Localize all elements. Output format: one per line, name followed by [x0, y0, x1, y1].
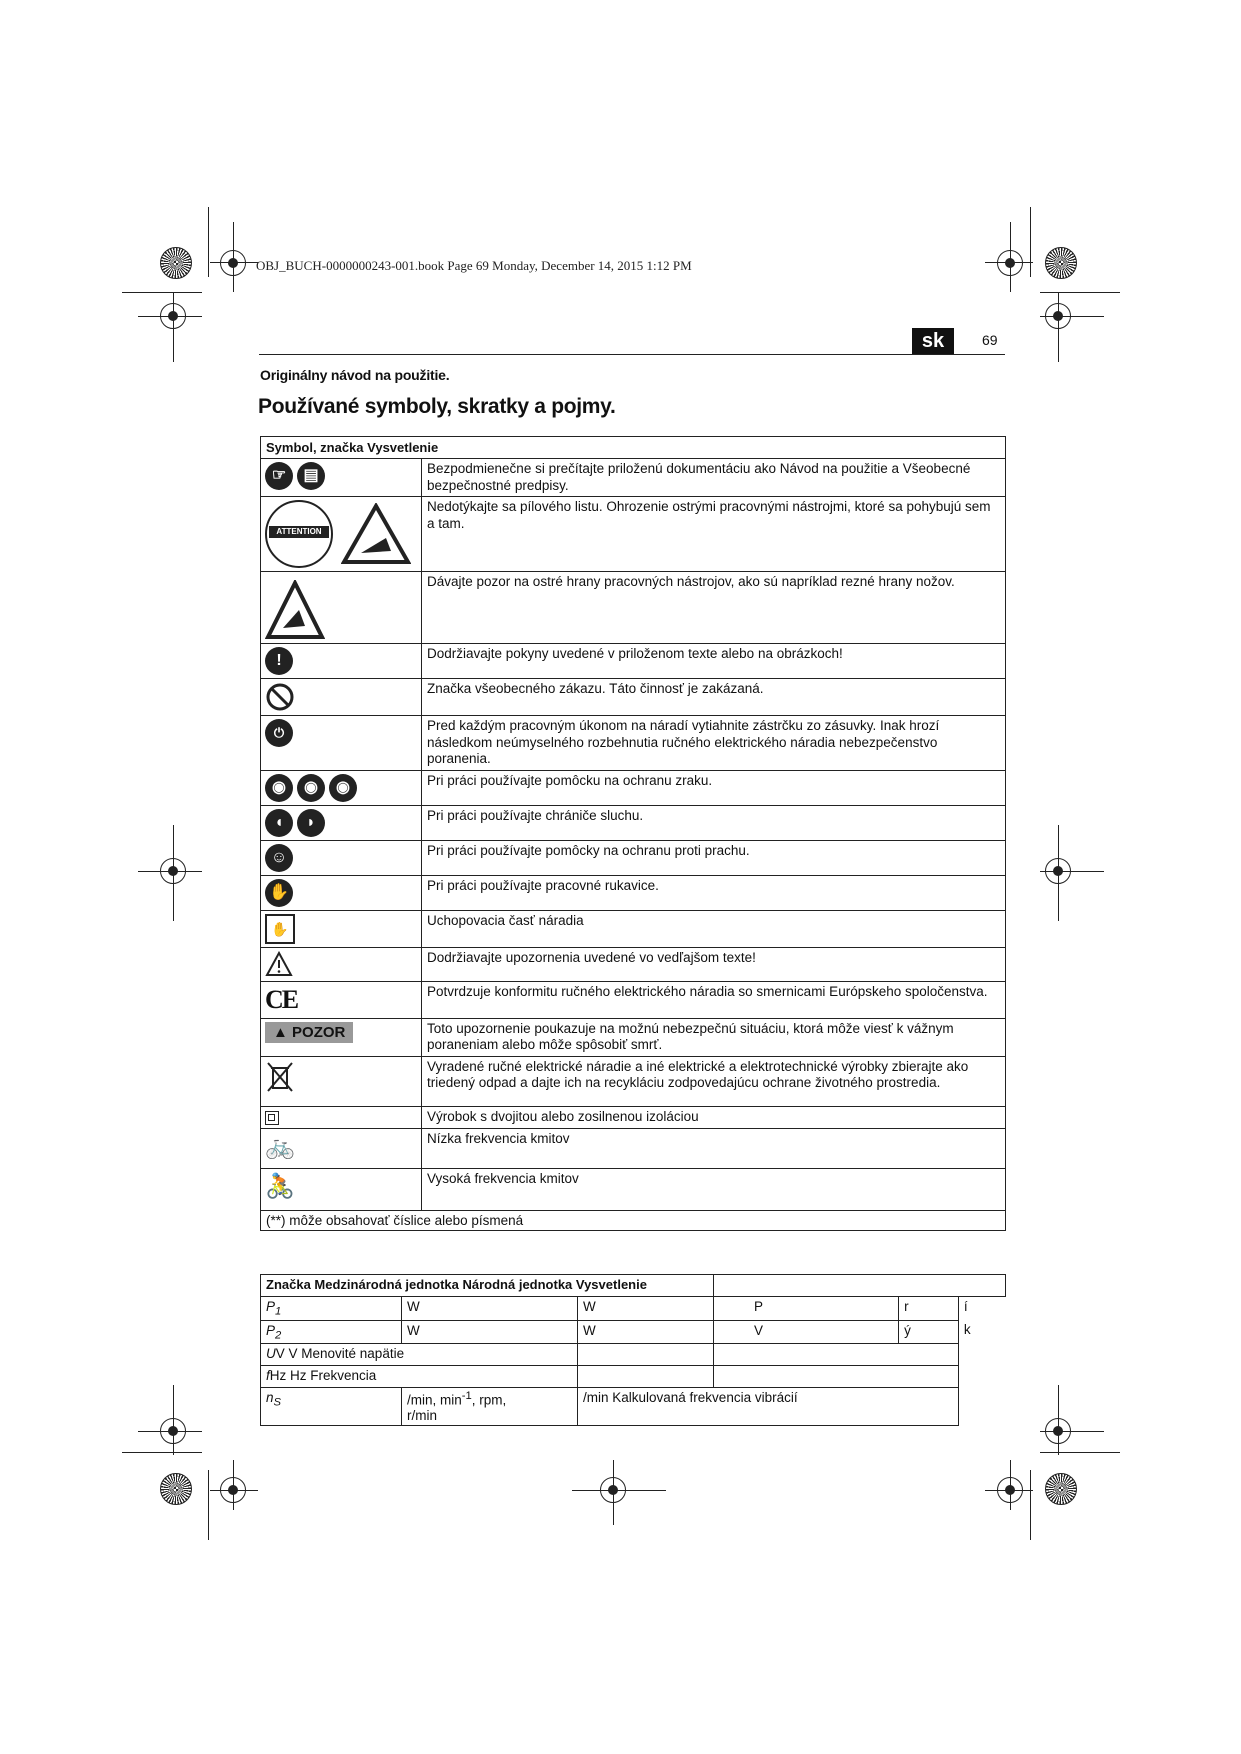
ce-mark-icon: CE: [265, 984, 298, 1014]
units-table: Značka Medzinárodná jednotka Národná jednotka Vysvetlenie $P_1$ W W P r í $P_2$ W W V ý k UV V Menovité napätie fHz Hz Frekvencia $n_S$ /min, $\min^{-1}$, rpm, r/min /min Kalkulovaná frekvencia vibrácií: [260, 1274, 1006, 1426]
bicycle-fast-icon: 🚴: [265, 1172, 295, 1200]
unplug-icon: ⏻: [265, 719, 293, 747]
face-shield-icon: ◉: [297, 774, 325, 802]
mandatory-action-icon: !: [265, 647, 293, 675]
symbol-desc: Výrobok s dvojitou alebo zosilnenou izoláciou: [422, 1106, 1006, 1128]
symbol-desc: Vysoká frekvencia kmitov: [422, 1168, 1006, 1210]
earmuffs-icon: ◗: [297, 809, 325, 837]
eye-protection-icon: ◉: [265, 774, 293, 802]
symbols-table: [260, 436, 1006, 1231]
symbol-desc: Pred každým pracovným úkonom na náradí vytiahnite zástrčku zo zásuvky. Inak hrozí následkom neúmyselného rozbehnutia ručného elektrického náradia nebezpečenstvo poranenia.: [422, 716, 1006, 771]
double-insulation-icon: [265, 1111, 279, 1125]
bicycle-slow-icon: 🚲: [265, 1132, 295, 1160]
subtitle: Originálny návod na použitie.: [260, 367, 450, 383]
page-title: Používané symboly, skratky a pojmy.: [258, 395, 616, 418]
goggles-icon: ◉: [329, 774, 357, 802]
prohibition-icon: [265, 682, 295, 712]
symbol-desc: Pri práci používajte pomôcku na ochranu zraku.: [422, 770, 1006, 805]
symbol-desc: Pri práci používajte chrániče sluchu.: [422, 805, 1006, 840]
read-manual-icon: ☞: [265, 462, 293, 490]
book-info: OBJ_BUCH-0000000243-001.book Page 69 Monday, December 14, 2015 1:12 PM: [256, 258, 692, 273]
symbols-footnote: (**) môže obsahovať číslice alebo písmená: [261, 1210, 1006, 1230]
book-icon: ▤: [297, 462, 325, 490]
symbol-desc: Nízka frekvencia kmitov: [422, 1128, 1006, 1168]
symbol-desc: Nedotýkajte sa pílového listu. Ohrozenie ostrými pracovnými nástrojmi, ktoré sa pohybujú sem a tam.: [422, 497, 1006, 572]
page-number: 69: [982, 332, 998, 348]
symbol-desc: Dodržiavajte pokyny uvedené v priloženom texte alebo na obrázkoch!: [422, 644, 1006, 679]
registration-rosette-icon: [1045, 1473, 1077, 1505]
symbol-desc: Pri práci používajte pracovné rukavice.: [422, 875, 1006, 910]
sharp-tool-warning-icon: [341, 503, 411, 565]
sharp-edge-warning-icon: [265, 580, 325, 640]
language-badge: sk: [912, 328, 954, 354]
warning-triangle-icon: [265, 951, 293, 977]
symbol-desc: Uchopovacia časť náradia: [422, 910, 1006, 947]
symbol-desc: Pri práci používajte pomôcky na ochranu proti prachu.: [422, 840, 1006, 875]
gloves-icon: ✋: [265, 879, 293, 907]
weee-bin-icon: [265, 1060, 295, 1094]
symbol-desc: Bezpodmienečne si prečítajte priloženú dokumentáciu ako Návod na použitie a Všeobecné bezpečnostné predpisy.: [422, 459, 1006, 497]
symbol-desc: Značka všeobecného zákazu. Táto činnosť je zakázaná.: [422, 679, 1006, 716]
registration-rosette-icon: [160, 247, 192, 279]
symbol-desc: Dávajte pozor na ostré hrany pracovných nástrojov, ako sú napríklad rezné hrany nožov.: [422, 572, 1006, 644]
symbol-desc: Potvrdzuje konformitu ručného elektrického náradia so smernicami Európskeho spoločenstva.: [422, 981, 1006, 1018]
registration-rosette-icon: [1045, 247, 1077, 279]
registration-rosette-icon: [160, 1473, 192, 1505]
symbols-table-header: Symbol, značka Vysvetlenie: [261, 437, 1006, 459]
units-table-header: Značka Medzinárodná jednotka Národná jednotka Vysvetlenie: [261, 1275, 714, 1297]
symbol-desc: Dodržiavajte upozornenia uvedené vo vedľajšom texte!: [422, 947, 1006, 981]
ear-protection-icon: ◖: [265, 809, 293, 837]
symbol-desc: Toto upozornenie poukazuje na možnú nebezpečnú situáciu, ktorá môže viesť k vážnym poraneniam alebo môže spôsobiť smrť.: [422, 1018, 1006, 1056]
grip-surface-icon: ✋: [265, 914, 295, 944]
pozor-warning-icon: ▲ POZOR: [265, 1022, 353, 1043]
dust-mask-icon: ☺: [265, 844, 293, 872]
header-rule: [259, 354, 1005, 355]
attention-saw-blade-icon: ATTENTION: [265, 500, 333, 568]
symbol-desc: Vyradené ručné elektrické náradie a iné elektrické a elektrotechnické výrobky zbierajte ako triedený odpad a dajte ich na recykláciu zodpovedajúcu ochrane životného prostredia.: [422, 1056, 1006, 1106]
